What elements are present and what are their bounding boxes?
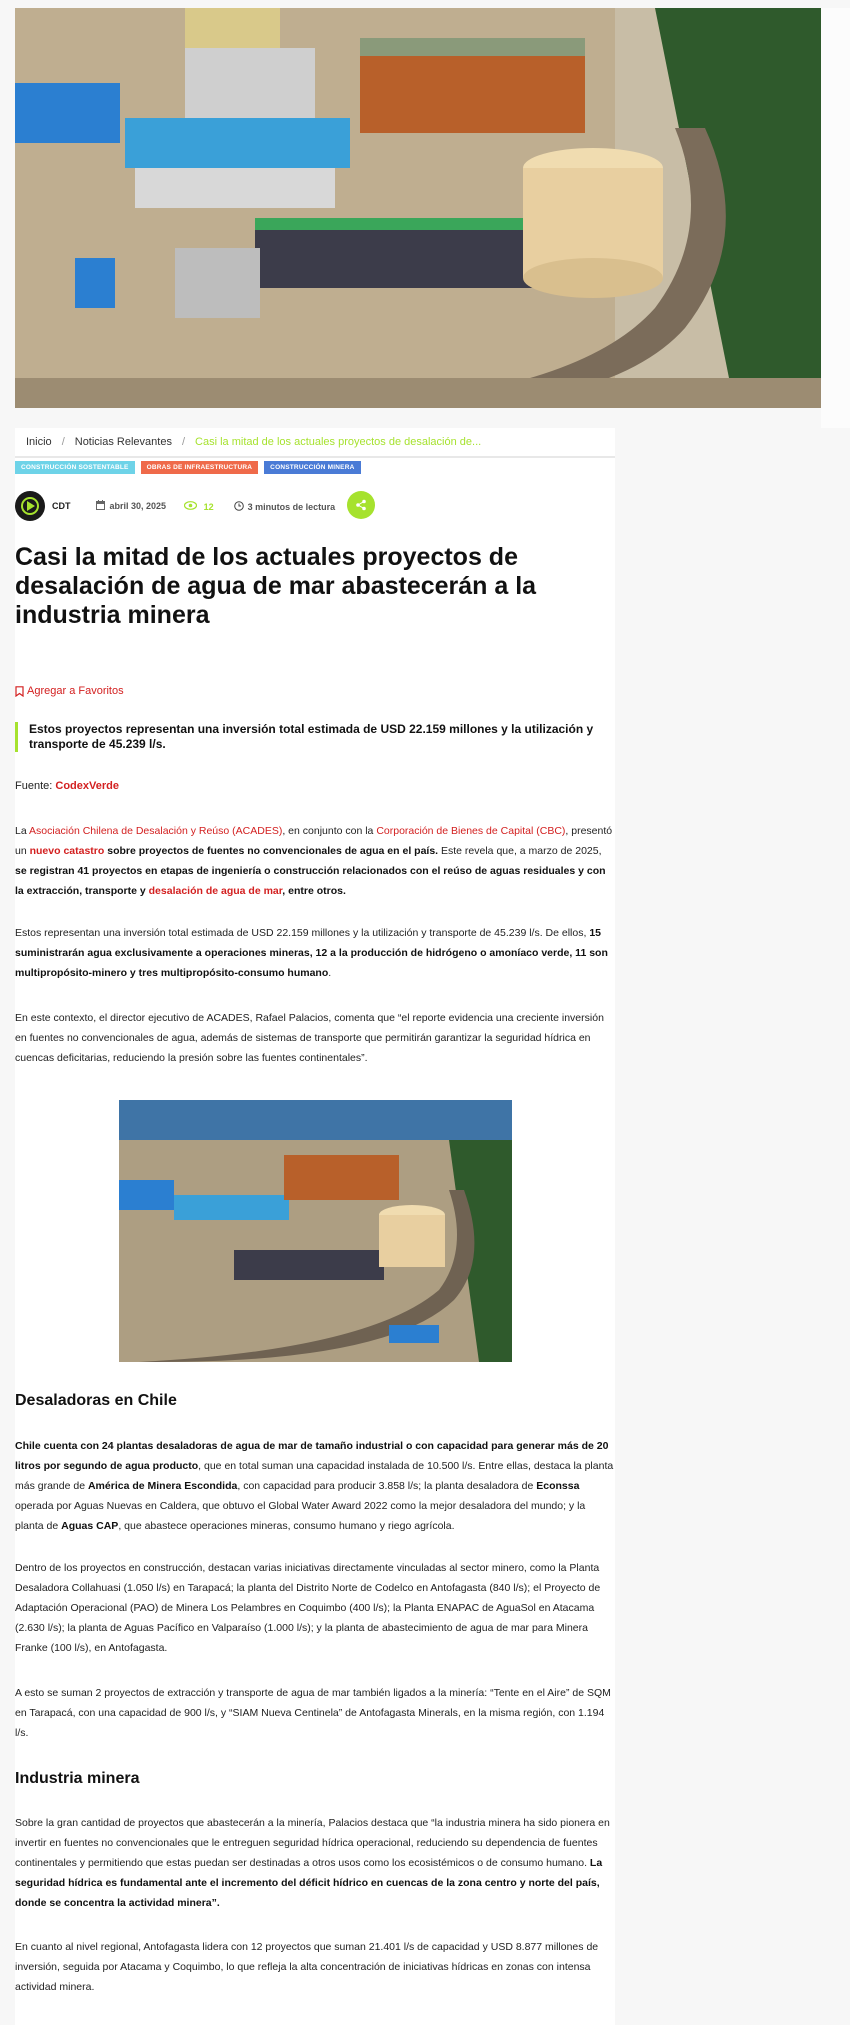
calendar-icon	[96, 500, 105, 513]
p1-bold: sobre proyectos de fuentes no convencionales de agua en el país.	[104, 845, 439, 857]
add-to-favorites-label: Agregar a Favoritos	[27, 685, 124, 697]
p1-bold: , entre otros.	[282, 885, 346, 897]
source-link[interactable]: CodexVerde	[55, 780, 119, 792]
section-heading-industria-minera: Industria minera	[15, 1770, 140, 1787]
reading-time-label: 3 minutos de lectura	[247, 501, 336, 512]
paragraph-3: En este contexto, el director ejecutivo de ACADES, Rafael Palacios, comenta que “el reporte evidencia una creciente inversión en fuentes no convencionales de agua, además de sistemas de transporte que permitirán garantizar la seguridad hídrica en cuencas deficitarias, reduciendo la presión sobre las fuentes continentales”.	[15, 1012, 604, 1064]
article-source	[15, 780, 119, 792]
tag-obras-de-infraestructura[interactable]: OBRAS DE INFRAESTRUCTURA	[141, 461, 259, 474]
p4-bold: Aguas CAP	[61, 1520, 119, 1532]
article-image	[119, 1100, 512, 1362]
source-label: Fuente:	[15, 780, 53, 792]
p7-bold: La seguridad hídrica es fundamental ante el incremento del déficit hídrico en cuencas de la zona centro y norte del país, donde se concentra la actividad minera”.	[15, 1857, 603, 1909]
share-button[interactable]	[347, 491, 375, 519]
p7-text: Sobre la gran cantidad de proyectos que abastecerán a la minería, Palacios destaca que “la industria minera ha sido pionera en invertir en fuentes no convencionales que le entreguen seguridad hídrica operacional, reduciendo su dependencia de fuentes continentales y permitiendo que estas puedan ser destinadas a otros usos como los ecosistémicos o de consumo humano.	[15, 1817, 610, 1869]
acades-link[interactable]: Asociación Chilena de Desalación y Reúso (ACADES)	[29, 825, 283, 837]
paragraph-5: Dentro de los proyectos en construcción, destacan varias iniciativas directamente vinculadas al sector minero, como la Planta Desaladora Collahuasi (1.050 l/s) en Tarapacá; la planta del Distrito Norte de Codelco en Antofagasta (840 l/s); el Proyecto de Adaptación Operacional (PAO) de Minera Los Pelambres en Coquimbo (400 l/s); la Planta ENAPAC de AguaSol en Atacama (2.630 l/s); la planta de Aguas Pacífico en Valparaíso (1.000 l/s); y la planta de abastecimiento de agua de mar para Minera Franke (100 l/s), en Antofagasta.	[15, 1562, 601, 1654]
clock-icon	[234, 501, 244, 511]
paragraph-7	[15, 1813, 615, 1913]
p4-bold: Chile cuenta con 24 plantas desaladoras de agua de mar de tamaño industrial o con capacidad para generar más de 20 litros por segundo de agua producto	[15, 1440, 609, 1472]
p2-bold: 15 suministrarán agua exclusivamente a operaciones mineras, 12 a la producción de hidrógeno o amoníaco verde, 11 son multipropósito-minero y tres multipropósito-consumo humano	[15, 927, 608, 979]
p1-text: , en conjunto con la	[282, 825, 377, 837]
eye-icon	[184, 501, 197, 510]
views-counter	[184, 501, 214, 512]
cdt-logo-icon	[21, 497, 39, 515]
bookmark-icon	[15, 686, 24, 697]
article-title: Casi la mitad de los actuales proyectos de desalación de agua de mar abastecerán a la industria minera	[15, 543, 537, 629]
plant-coastal-illustration	[119, 1100, 512, 1362]
publish-date: abril 30, 2025	[109, 501, 167, 511]
p1-text: , presentó un	[15, 825, 613, 857]
article-meta	[15, 491, 335, 521]
p2-text: Estos representan una inversión total estimada de USD 22.159 millones y la utilización y transporte de 45.239 l/s. De ellos,	[15, 927, 590, 939]
paragraph-1	[15, 821, 615, 901]
nuevo-catastro-link[interactable]: nuevo catastro	[29, 845, 105, 857]
desalacion-link[interactable]: desalación de agua de mar	[148, 885, 283, 897]
article-lead: Estos proyectos representan una inversión total estimada de USD 22.159 millones y la utilización y transporte de 45.239 l/s.	[15, 722, 615, 752]
category-tags	[15, 461, 361, 474]
add-to-favorites-link[interactable]	[15, 685, 124, 697]
paragraph-8: En cuanto al nivel regional, Antofagasta lidera con 12 proyectos que suman 21.401 l/s de capacidad y USD 8.877 millones de inversión, seguida por Atacama y Coquimbo, lo que refleja la alta concentración de iniciativas hídricas en zonas con intensa actividad minera.	[15, 1941, 599, 1993]
p1-text: Este revela que, a marzo de 2025,	[438, 845, 602, 857]
p1-text: La	[15, 825, 30, 837]
cbc-link[interactable]: Corporación de Bienes de Capital (CBC)	[376, 825, 566, 837]
p4-text: operada por Aguas Nuevas en Caldera, que obtuvo el Global Water Award 2022 como la mejor desaladora del mundo; y la planta de	[15, 1500, 586, 1532]
p4-text: , que en total suman una capacidad instalada de 10.500 l/s. Entre ellas, destaca la planta más grande de	[15, 1460, 614, 1492]
tag-construccion-minera[interactable]: CONSTRUCCIÓN MINERA	[264, 461, 360, 474]
section-heading-desaladoras: Desaladoras en Chile	[15, 1392, 177, 1409]
p1-bold: se registran 41 proyectos en etapas de ingeniería o construcción relacionados con el reúso de aguas residuales y con la extracción, transporte y	[15, 865, 606, 897]
tag-construccion-sostenible[interactable]: CONSTRUCCIÓN SOSTENTABLE	[15, 461, 135, 474]
paragraph-4	[15, 1436, 615, 1536]
author-name[interactable]: CDT	[52, 501, 71, 511]
breadcrumb-current: Casi la mitad de los actuales proyectos de desalación de...	[195, 436, 482, 448]
p4-text: , con capacidad para producir 3.858 l/s; la planta desaladora de	[237, 1480, 537, 1492]
p4-bold: América de Minera Escondida	[87, 1480, 238, 1492]
breadcrumb	[15, 428, 615, 458]
reading-time	[234, 501, 336, 512]
author-avatar[interactable]	[15, 491, 45, 521]
breadcrumb-section[interactable]: Noticias Relevantes	[74, 436, 172, 448]
p4-text: , que abastece operaciones mineras, consumo humano y riego agrícola.	[118, 1520, 455, 1532]
views-count: 12	[203, 501, 214, 512]
page-gutter	[821, 8, 850, 428]
p4-bold: Econssa	[536, 1480, 580, 1492]
sidebar-area	[621, 428, 850, 2025]
share-icon	[355, 499, 367, 511]
breadcrumb-separator: /	[181, 436, 186, 448]
p2-text: .	[328, 967, 332, 979]
hero-image	[15, 8, 821, 408]
breadcrumb-separator: /	[61, 436, 65, 448]
paragraph-2	[15, 923, 615, 983]
plant-aerial-illustration	[15, 8, 821, 408]
breadcrumb-home[interactable]: Inicio	[26, 436, 52, 448]
paragraph-6: A esto se suman 2 proyectos de extracción y transporte de agua de mar también ligados a la minería: “Tente en el Aire” de SQM en Tarapacá, con una capacidad de 900 l/s, y “SIAM Nueva Centinela” de Antofagasta Minerals, en la misma región, con 1.194 l/s.	[15, 1687, 611, 1739]
